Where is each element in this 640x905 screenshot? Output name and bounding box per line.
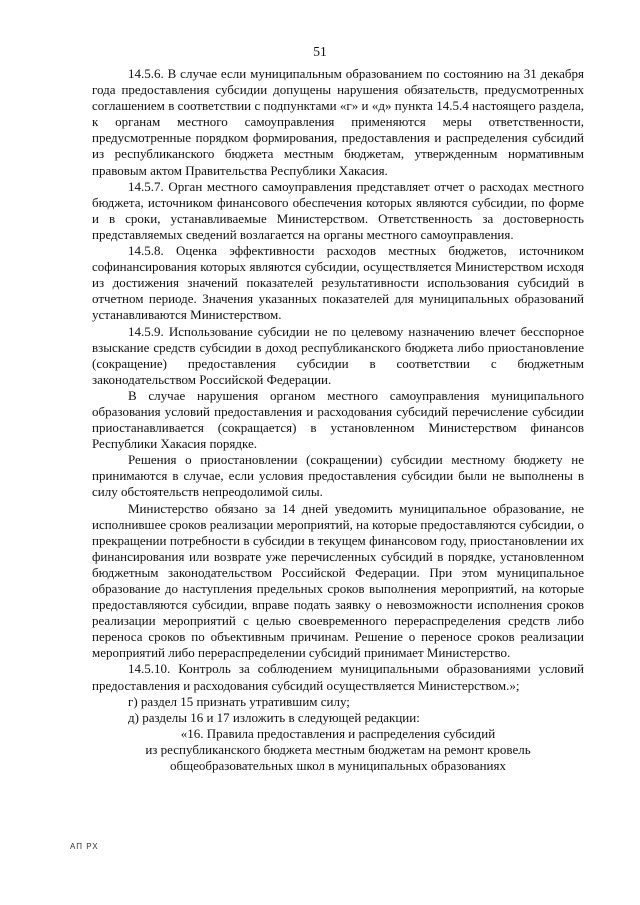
paragraph-14-5-9: 14.5.9. Использование субсидии не по целевому назначению влечет бесспорное взыскание средств субсидии в доход республиканского бюджета либо приостановление (сокращение) предоставления субсидии в соответствии с бюджетным законодательством Российской Федерации. (92, 323, 584, 387)
footer-mark: АП РХ (70, 842, 99, 851)
paragraph-ministry-notice: Министерство обязано за 14 дней уведомить муниципальное образование, не исполнившее сроков реализации мероприятий, на которые предоставляются субсидии, о прекращении потребности в субсидии в текущем финансовом году, приостановлении их финансирования или возврате уже перечисленных субсидий в порядке, установленном бюджетным законодательством Российской Федерации. При этом муниципальное образование до наступления предельных сроков выполнения мероприятий, на которые предоставляются субсидии, вправе подать заявку о невозможности исполнения сроков реализации мероприятий с целью своевременного перераспределения средств либо переноса сроков по объективным причинам. Решение о переносе сроков реализации мероприятий либо перераспределении субсидий принимает Министерство. (92, 500, 584, 661)
document-body (92, 66, 584, 774)
paragraph-14-5-10: 14.5.10. Контроль за соблюдением муниципальными образованиями условий предоставления и расходования субсидий осуществляется Министерством.»; (92, 661, 584, 693)
paragraph-suspension: В случае нарушения органом местного самоуправления муниципального образования условий предоставления и расходования субсидий перечисление субсидии приостанавливается (сокращается) в установленном Министерством финансов Республики Хакасия порядке. (92, 387, 584, 452)
paragraph-item-g: г) раздел 15 признать утратившим силу; (128, 693, 350, 709)
paragraph-14-5-8: 14.5.8. Оценка эффективности расходов местных бюджетов, источником софинансирования которых являются субсидии, осуществляется Министерством исходя из достижения значений показателей результативности использования субсидий в отчетном периоде. Значения указанных показателей для муниципальных образований устанавливаются Министерством. (92, 243, 584, 323)
paragraph-14-5-6: 14.5.6. В случае если муниципальным образованием по состоянию на 31 декабря года предоставления субсидии допущены нарушения обязательств, предусмотренных соглашением в соответствии с подпунктами «г» и «д» пункта 14.5.4 настоящего раздела, к органам местного самоуправления применяются меры ответственности, предусмотренные порядком формирования, предоставления и распределения субсидий из республиканского бюджета местным бюджетам, утвержденным нормативным правовым актом Правительства Республики Хакасия. (92, 66, 584, 178)
paragraph-force-majeure: Решения о приостановлении (сокращении) субсидии местному бюджету не принимаются в случае, если условия предоставления субсидии были не выполнены в силу обстоятельств непреодолимой силы. (92, 452, 584, 500)
section-heading-line-3: общеобразовательных школ в муниципальных образованиях (170, 758, 506, 774)
section-heading-line-2: из республиканского бюджета местным бюджетам на ремонт кровель (145, 741, 531, 757)
paragraph-14-5-7: 14.5.7. Орган местного самоуправления представляет отчет о расходах местного бюджета, источником финансового обеспечения которых являются субсидии, по форме и в сроки, устанавливаемые Министерством. Ответственность за достоверность представляемых сведений возлагается на органы местного самоуправления. (92, 178, 584, 242)
paragraph-item-d: д) разделы 16 и 17 изложить в следующей редакции: (128, 709, 420, 725)
page-number: 51 (313, 44, 327, 59)
section-heading-line-1: «16. Правила предоставления и распределения субсидий (180, 725, 496, 741)
